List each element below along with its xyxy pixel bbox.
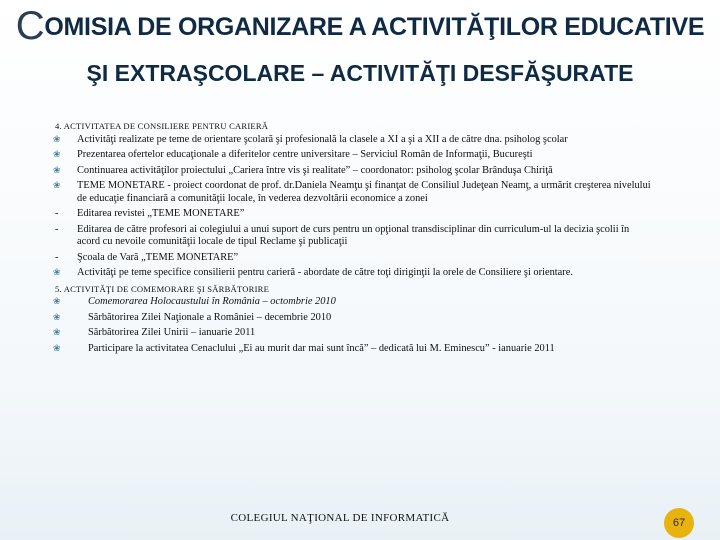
petal-bullet-icon: ❀ <box>53 312 61 323</box>
section-5-item-text: Sărbătorirea Zilei Unirii – ianuarie 2011 <box>88 327 256 338</box>
section-4-heading: 4. ACTIVITATEA DE CONSILIERE PENTRU CARIERĂ <box>55 121 269 131</box>
section-5-item-text: Comemorarea Holocaustului în România – octombrie 2010 <box>88 296 336 307</box>
section-4-item <box>53 134 653 147</box>
section-4-item-text: Editarea de către profesori ai colegiului a unui suport de curs pentru un opţional transdisciplinar din curriculum-ul la decizia şcolii în acord cu nevoile comunităţii locale de tipul Reclame şi publicaţii <box>77 223 630 247</box>
section-4-item <box>53 149 653 162</box>
petal-bullet-icon: ❀ <box>53 343 61 354</box>
section-4-item <box>53 208 653 221</box>
footer: COLEGIUL NAŢIONAL DE INFORMATICĂ <box>230 512 450 524</box>
section-5-item <box>53 312 653 325</box>
petal-bullet-icon: ❀ <box>53 165 61 176</box>
title-line-1-text: OMISIA DE ORGANIZARE A ACTIVITĂŢILOR EDUCATIVE <box>44 13 705 41</box>
section-4-item-text: Şcoala de Vară „TEME MONETARE” <box>77 251 239 263</box>
dash-marker: - <box>55 223 59 235</box>
section-5-item-text: Participare la activitatea Cenaclului „Ei au murit dar mai sunt încă” – dedicată lui M. Eminescu” - ianuarie 2011 <box>88 342 555 354</box>
section-5-list <box>53 296 653 355</box>
title-initial: C <box>15 4 45 48</box>
petal-bullet-icon: ❀ <box>53 328 61 338</box>
section-4-item-text: Continuarea activităţilor proiectului „Cariera între vis şi realitate” – coordonator: psiholog şcolar Brânduşa Chiriţă <box>77 164 553 176</box>
section-4-item <box>53 267 653 280</box>
section-4-item-text: Editarea revistei „TEME MONETARE” <box>77 208 245 219</box>
section-5-item <box>53 327 653 340</box>
title-line-1 <box>0 4 720 49</box>
section-4-item <box>53 165 653 178</box>
section-4-item <box>53 180 653 205</box>
section-5-item <box>53 296 653 309</box>
dash-marker: - <box>55 251 59 263</box>
section-4-item <box>53 252 653 265</box>
content <box>53 120 653 358</box>
section-4-item-text: TEME MONETARE - proiect coordonat de prof. dr.Daniela Neamţu şi finanţat de Consiliul Judeţean Neamţ, a urmărit creşterea nivelului de educaţie financiară a comunităţii locale, în vederea dezvoltării economice a zonei <box>77 180 651 204</box>
section-4-item-text: Activităţi pe teme specifice consilierii pentru carieră - abordate de către toţi diriginţii la orele de Consiliere şi orientare. <box>77 267 573 278</box>
petal-bullet-icon: ❀ <box>53 297 61 307</box>
section-5-item <box>53 343 653 356</box>
petal-bullet-icon: ❀ <box>53 150 61 160</box>
petal-bullet-icon: ❀ <box>53 181 61 191</box>
page-number-badge: 67 <box>664 508 694 538</box>
section-4-item <box>53 224 653 249</box>
petal-bullet-icon: ❀ <box>53 134 61 145</box>
petal-bullet-icon: ❀ <box>53 268 61 278</box>
section-4-item-text: Activităţi realizate pe teme de orientare şcolară şi profesională la clasele a XI a şi a XII a de către dna. psiholog şcolar <box>77 133 568 145</box>
section-5-item-text: Sărbătorirea Zilei Naţionale a României – decembrie 2010 <box>88 311 332 323</box>
dash-marker: - <box>55 208 59 219</box>
section-5-heading: 5. ACTIVITĂŢI DE COMEMORARE ŞI SĂRBĂTORIRE <box>55 283 270 294</box>
title-line-2: ŞI EXTRAŞCOLARE – ACTIVITĂŢI DESFĂŞURATE <box>86 60 634 86</box>
section-4-list <box>53 134 653 280</box>
section-4-item-text: Prezentarea ofertelor educaţionale a diferitelor centre universitare – Serviciul Român de Informaţii, Bucureşti <box>77 149 533 160</box>
